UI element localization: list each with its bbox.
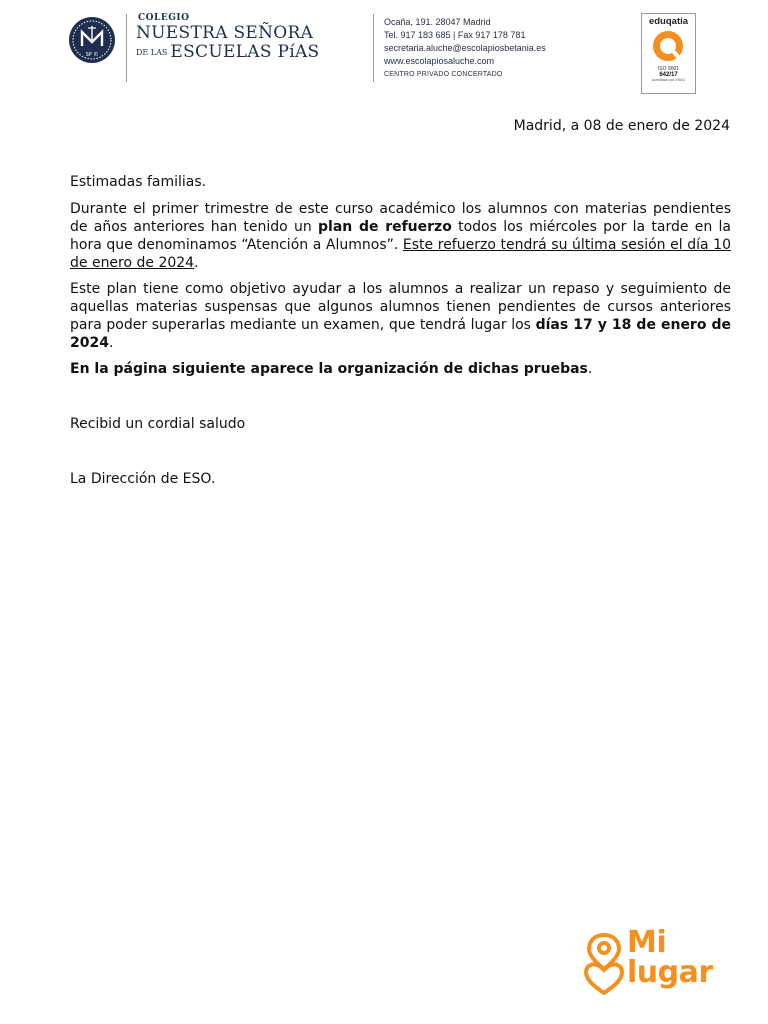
logo-word-lugar: lugar — [627, 955, 713, 990]
closing: Recibid un cordial saludo — [70, 416, 246, 432]
p2-text2: . — [108, 335, 114, 351]
contact-address: Ocaña, 191. 28047 Madrid — [384, 17, 491, 27]
quality-certification-badge — [641, 13, 696, 94]
paragraph-2 — [70, 280, 731, 352]
letterhead — [60, 10, 700, 92]
logo-word-mi: Mi — [627, 925, 667, 960]
p1-text2: todos los miércoles por la tarde en la hora que denominamos “Atención a Alumnos”. — [70, 219, 732, 253]
cert-iso: ISO 9001 — [657, 66, 680, 72]
cert-accredited: Acreditado por ENAC — [651, 78, 686, 82]
location-heart-icon — [584, 933, 624, 995]
cert-number: 642/17 — [659, 72, 678, 78]
contact-email: secretaria.aluche@escolapiosbetania.es — [384, 43, 546, 53]
school-name-line3-small: DE LAS — [136, 48, 168, 57]
p1-text3: . — [194, 255, 199, 271]
cert-q-icon — [651, 29, 687, 65]
header-divider — [126, 14, 127, 82]
crest-text: SP © — [85, 52, 99, 58]
paragraph-3 — [70, 360, 731, 378]
p1-bold: plan de refuerzo — [318, 219, 452, 235]
paragraph-1 — [70, 200, 731, 272]
contact-web: www.escolapiosaluche.com — [384, 56, 495, 66]
school-name — [136, 14, 320, 61]
school-name-line3 — [136, 44, 320, 61]
header-divider — [373, 14, 374, 82]
signature: La Dirección de ESO. — [70, 471, 216, 487]
school-name-line3-big: ESCUELAS PíAS — [170, 42, 320, 62]
p1-text1: Durante el primer trimestre de este curso académico los alumnos con materias pendientes de años anteriores han tenido un — [70, 201, 731, 235]
greeting: Estimadas familias. — [70, 174, 207, 190]
school-crest-icon — [68, 16, 116, 64]
contact-type: CENTRO PRIVADO CONCERTADO — [384, 71, 503, 78]
p2-text1: Este plan tiene como objetivo ayudar a los alumnos a realizar un repaso y seguimiento de aquellas materias suspensas que algunos alumnos tienen pendientes de cursos anteriores para poder superarlas mediante un examen, que tendrá lugar los — [70, 281, 731, 333]
letter-date: Madrid, a 08 de enero de 2024 — [513, 118, 730, 134]
p3-text1: . — [587, 361, 593, 377]
contact-block — [384, 16, 546, 81]
milugar-logo — [584, 925, 734, 997]
p2-bold: días 17 y 18 de enero de 2024 — [70, 317, 732, 351]
cert-brand: eduqatia — [648, 16, 689, 27]
contact-phone: Tel. 917 183 685 | Fax 917 178 781 — [384, 30, 526, 40]
school-name-line2: NUESTRA SEÑORA — [136, 23, 314, 43]
letter-body — [70, 173, 731, 496]
p1-underlined: Este refuerzo tendrá su última sesión el día 10 de enero de 2024 — [70, 237, 731, 271]
p3-bold: En la página siguiente aparece la organización de dichas pruebas — [70, 361, 588, 377]
school-name-line1: COLEGIO — [138, 13, 190, 23]
